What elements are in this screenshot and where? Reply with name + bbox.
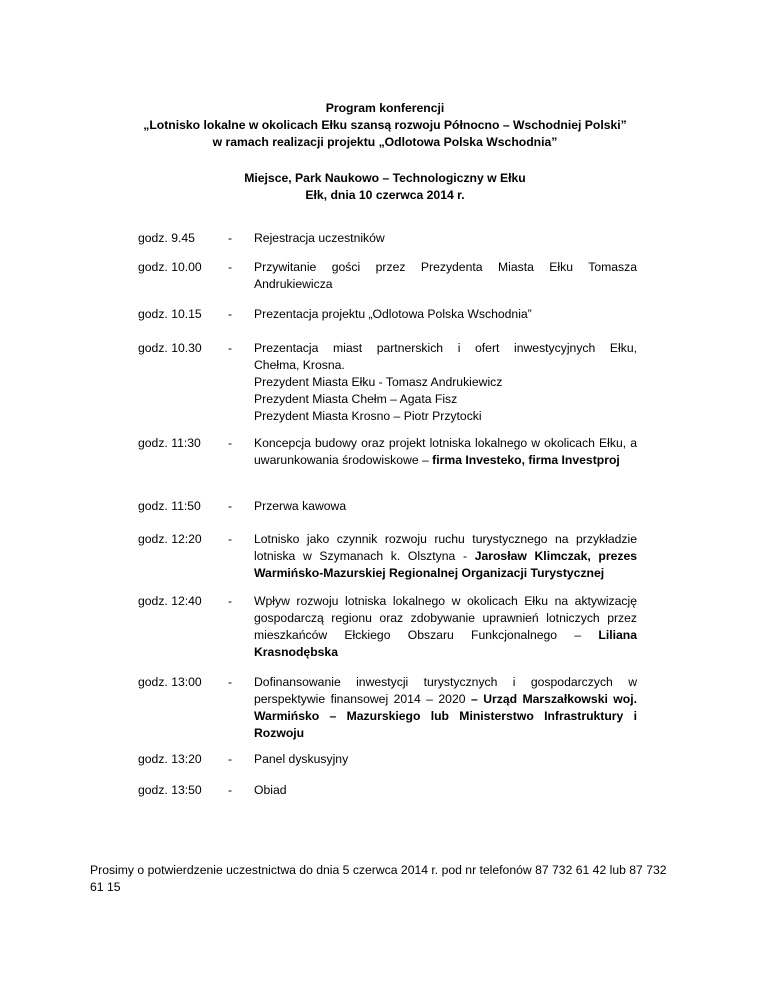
description-line: Prezentacja projektu „Odlotowa Polska Wschodnia” [254, 307, 532, 321]
description-line: Prezydent Miasta Chełm – Agata Fisz [254, 392, 458, 406]
schedule-description [254, 306, 637, 323]
description-text: Koncepcja budowy oraz projekt lotniska lokalnego w okolicach Ełku, a uwarunkowania środowiskowe – [254, 436, 637, 467]
schedule-time: godz. 13:20 [138, 752, 202, 766]
description-line: Panel dyskusyjny [254, 752, 349, 766]
schedule-dash: - [228, 594, 233, 608]
schedule-time: godz. 10.15 [138, 307, 202, 321]
schedule-dash: - [228, 783, 233, 797]
schedule-time: godz. 12:20 [138, 532, 202, 546]
description-text: Dofinansowanie inwestycji turystycznych i gospodarczych w perspektywie finansowej 2014 – 2020 [254, 675, 637, 706]
description-line: Obiad [254, 783, 287, 797]
document-header [90, 100, 680, 204]
schedule-time: godz. 13:50 [138, 783, 202, 797]
schedule-dash: - [228, 260, 233, 274]
description-text: Lotnisko jako czynnik rozwoju ruchu turystycznego na przykładzie lotniska w Szymanach k. Olsztyna - [254, 532, 637, 563]
schedule-time: godz. 12:40 [138, 594, 202, 608]
schedule-description [254, 230, 637, 247]
schedule-description [254, 782, 637, 799]
schedule-dash: - [228, 307, 233, 321]
schedule-dash: - [228, 231, 233, 245]
description-line: Chełma, Krosna. [254, 358, 345, 372]
schedule-time: godz. 10.00 [138, 260, 202, 274]
project-line: w ramach realizacji projektu „Odlotowa Polska Wschodnia” [212, 135, 558, 149]
schedule-dash: - [228, 436, 233, 450]
schedule-time: godz. 11:50 [138, 499, 201, 513]
description-line: Przywitanie gości przez Prezydenta Miasta Ełku Tomasza [254, 260, 637, 274]
schedule-description [254, 435, 637, 469]
confirmation-note: Prosimy o potwierdzenie uczestnictwa do dnia 5 czerwca 2014 r. pod nr telefonów 87 732 61 42 lub 87 732 61 15 [90, 863, 667, 894]
presenter-name: – Urząd Marszałkowski woj. Warmińsko – Mazurskiego lub Ministerstwo Infrastruktury i Rozwoju [254, 692, 637, 740]
schedule-dash: - [228, 341, 233, 355]
presenter-name: firma Investeko, firma Investproj [432, 453, 620, 467]
venue-line: Miejsce, Park Naukowo – Technologiczny w Ełku [244, 171, 526, 185]
header-spacer [90, 151, 680, 170]
description-text: Wpływ rozwoju lotniska lokalnego w okolicach Ełku na aktywizację gospodarczą regionu oraz zdobywanie uprawnień lotniczych przez mieszkańców Ełckiego Obszaru Funkcjonalnego – [254, 594, 637, 642]
schedule-description [254, 259, 637, 293]
schedule-dash: - [228, 675, 233, 689]
schedule-description [254, 751, 637, 768]
schedule-dash: - [228, 752, 233, 766]
schedule-dash: - [228, 499, 233, 513]
schedule-time: godz. 10.30 [138, 341, 202, 355]
presenter-name: Jarosław Klimczak, prezes Warmińsko-Mazurskiej Regionalnej Organizacji Turystycznej [254, 549, 638, 580]
date-line: Ełk, dnia 10 czerwca 2014 r. [305, 188, 465, 202]
schedule-time: godz. 11:30 [138, 436, 201, 450]
description-line: Andrukiewicza [254, 277, 333, 291]
schedule-time: godz. 9.45 [138, 231, 195, 245]
schedule-description [254, 498, 637, 515]
schedule-description [254, 531, 637, 582]
description-line: Przerwa kawowa [254, 499, 347, 513]
presenter-name: Liliana Krasnodębska [254, 628, 637, 659]
schedule-description [254, 674, 637, 742]
description-line: Prezydent Miasta Ełku - Tomasz Andrukiewicz [254, 375, 503, 389]
schedule-time: godz. 13:00 [138, 675, 202, 689]
schedule-description [254, 340, 637, 425]
document-title: Program konferencji [325, 101, 445, 115]
conference-subtitle: „Lotnisko lokalne w okolicach Ełku szansą rozwoju Północno – Wschodniej Polski” [143, 118, 627, 132]
schedule-dash: - [228, 532, 233, 546]
schedule-description [254, 593, 637, 661]
description-line: Rejestracja uczestników [254, 231, 385, 245]
description-line: Prezydent Miasta Krosno – Piotr Przytocki [254, 409, 482, 423]
description-line: Prezentacja miast partnerskich i ofert inwestycyjnych Ełku, [254, 341, 637, 355]
